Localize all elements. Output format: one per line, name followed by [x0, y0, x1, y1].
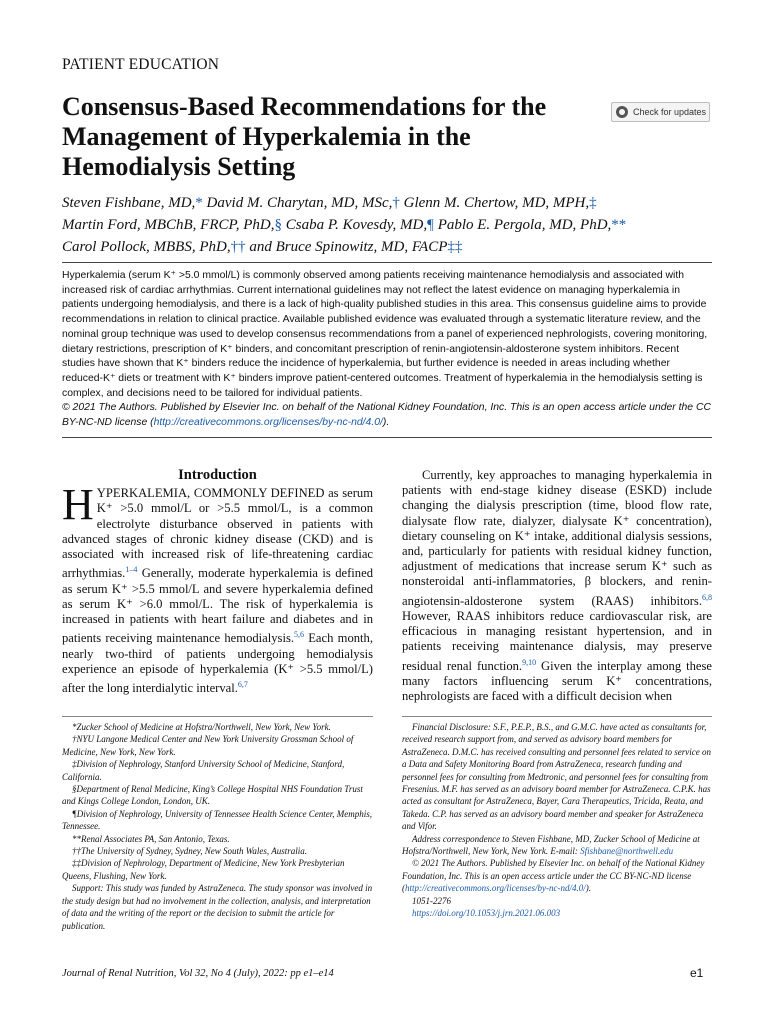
abstract-copyright — [62, 401, 712, 430]
author: David M. Charytan, MD, MSc, — [206, 195, 393, 211]
issn: 1051-2276 — [412, 895, 451, 906]
affiliations-footnotes — [62, 716, 373, 932]
disclosure-footnotes — [402, 716, 712, 920]
author: Carol Pollock, MBBS, PhD, — [62, 239, 231, 255]
body-column-right — [402, 468, 712, 704]
crossmark-icon — [616, 106, 628, 118]
affiliation: ¶Division of Nephrology, University of Tennessee Health Science Center, Memphis, Tennessee. — [62, 808, 372, 832]
author: Csaba P. Kovesdy, MD, — [285, 217, 428, 233]
affiliation-mark[interactable]: ‡ — [589, 195, 597, 211]
author: Martin Ford, MBChB, FRCP, PhD, — [62, 217, 275, 233]
affiliation-mark[interactable]: ‡‡ — [447, 239, 463, 255]
affiliation: ‡Division of Nephrology, Stanford University School of Medicine, Stanford, California. — [62, 759, 345, 782]
author-list — [62, 192, 712, 258]
affiliation: *Zucker School of Medicine at Hofstra/Northwell, New York, New York. — [72, 722, 331, 732]
author: Bruce Spinowitz, MD, FACP — [275, 239, 448, 255]
doi — [402, 907, 712, 919]
article-title: Consensus-Based Recommendations for the Management of Hyperkalemia in the Hemodialysis Setting — [62, 92, 547, 181]
affiliation: †NYU Langone Medical Center and New York University Grossman School of Medicine, New York, New York. — [62, 734, 354, 757]
drop-cap: H — [62, 480, 94, 530]
check-for-updates-label: Check for updates — [633, 107, 707, 117]
affiliation-mark[interactable]: †† — [230, 239, 246, 255]
citation-link[interactable]: 9,10 — [522, 657, 537, 667]
copyright-text: © 2021 The Authors. Published by Elsevier Inc. on behalf of the National Kidney Foundation, Inc. This is an open access article under the CC BY-NC-ND license ( — [62, 402, 711, 429]
copyright-end: ). — [585, 883, 592, 894]
financial-disclosure: Financial Disclosure: S.F., P.E.P., B.S., and G.M.C. have acted as consultants for, received research support from, and served as advisory board members for AstraZeneca. D.M.C. has received consulting and personnel fees related to service on a Data and Safety Monitoring Board from AstraZeneca, research funding and personnel fees for consulting from Medtronic, and personnel fees for consulting from Fresenius. M.F. has served as an advisory board member for AstraZeneca. C.P.K. has acted as consultant for AstraZeneca, Bayer, Cara Therapeutics, Tricida, Reata, and Takeda. C.P. has served as an advisory board member and speaker for AstraZeneca and Vifor. — [402, 722, 712, 832]
affiliation-mark[interactable]: † — [392, 195, 400, 211]
authors-and: and — [249, 239, 272, 255]
section-heading: Introduction — [178, 467, 257, 483]
paragraph-text: Each month, nearly two-third of patients undergoing hemodialysis experience an episode of hyperkalemia (K⁺ >5.5 mmol/L) after the long interdialytic interval. — [62, 631, 373, 696]
body-column-left — [62, 468, 373, 696]
license-link[interactable]: http://creativecommons.org/licenses/by-nc-nd/4.0/ — [405, 883, 586, 894]
author: Steven Fishbane, MD, — [62, 195, 196, 211]
paragraph-text: Currently, key approaches to managing hyperkalemia in patients with end-stage kidney disease (ESKD) include changing the dialysis prescription (time, blood flow rate, dialysate flow rate, dialyzer, dialysate K⁺ concentration), dietary counseling on K⁺ intake, additional dialysis sessions, and, particularly for patients with residual kidney function, adjustment of medications that increase serum K⁺ such as nonsteroidal anti-inflammatories, β blockers, and renin-angiotensin-aldosterone system (RAAS) inhibitors. — [402, 468, 712, 608]
copyright-text: © 2021 The Authors. Published by Elsevier Inc. on behalf of the National Kidney Foundation, Inc. This is an open access article under the CC BY-NC-ND license ( — [402, 858, 705, 894]
paragraph-text: Given the interplay among these many factors influencing serum K⁺ concentrations, nephrologists are faced with a difficult decision when — [402, 658, 712, 704]
doi-link[interactable]: https://doi.org/10.1053/j.jrn.2021.06.003 — [412, 908, 561, 919]
page-number: e1 — [690, 966, 704, 980]
paragraph-text: However, RAAS inhibitors reduce cardiovascular risk, are efficacious in managing resistant hypertension, and in patients receiving maintenance dialysis, may preserve residual renal function. — [402, 609, 712, 673]
paragraph — [62, 480, 373, 696]
paragraph-text: YPERKALEMIA, COMMONLY DEFINED as serum K⁺ >5.0 mmol/L or >5.5 mmol/L, is a common electrolyte disturbance observed in patients with advanced stages of chronic kidney disease (CKD) and is associated with increased risk of life-threatening cardiac arrhythmias. — [62, 486, 373, 581]
email-link[interactable]: Sfishbane@northwell.edu — [580, 846, 674, 857]
affiliation-mark[interactable]: § — [274, 217, 282, 233]
author: Glenn M. Chertow, MD, MPH, — [403, 195, 590, 211]
correspondence — [402, 833, 712, 858]
affiliation: §Department of Renal Medicine, King’s College Hospital NHS Foundation Trust and Kings College London, London, UK. — [62, 784, 363, 807]
paragraph — [402, 468, 712, 704]
copyright-footnote — [402, 857, 712, 894]
affiliation-mark[interactable]: ¶ — [427, 217, 434, 233]
check-for-updates-button[interactable] — [611, 102, 710, 122]
citation-link[interactable]: 6,8 — [702, 592, 712, 602]
copyright-end: ). — [382, 417, 390, 429]
license-link[interactable]: http://creativecommons.org/licenses/by-nc-nd/4.0/ — [153, 417, 383, 429]
citation-link[interactable]: 6,7 — [237, 680, 248, 690]
affiliation-mark[interactable]: ** — [611, 217, 627, 233]
citation-link[interactable]: 1–4 — [125, 565, 138, 575]
affiliation: ††The University of Sydney, Sydney, New South Wales, Australia. — [72, 846, 307, 857]
paragraph-text: Generally, moderate hyperkalemia is defined as serum K⁺ >5.5 mmol/L and severe hyperkalemia defined as serum K⁺ >6.0 mmol/L. The risk of hyperkalemia is increased in patients with heart failure and diabetes and in patients receiving maintenance hemodialysis. — [62, 566, 373, 646]
journal-footer: Journal of Renal Nutrition, Vol 32, No 4 (July), 2022: pp e1–e14 — [62, 968, 334, 979]
citation-link[interactable]: 5,6 — [294, 630, 304, 640]
abstract-text: Hyperkalemia (serum K⁺ >5.0 mmol/L) is commonly observed among patients receiving maintenance hemodialysis and associated with increased risk of cardiac arrhythmias. Current international guidelines may not reflect the latest evidence on managing hyperkalemia in patients undergoing hemodialysis, and there is a lack of high-quality published studies in this area. This consensus guideline aims to provide recommendations in relation to clinical practice. Available published evidence was evaluated through a systematic literature review, and the nominal group technique was used to develop consensus recommendations from a panel of experienced nephrologists, covering monitoring, dietary restrictions, prescription of K⁺ binders, and concomitant prescription of renin-angiotensin-aldosterone system inhibitors. Recent studies have shown that K⁺ binders reduce the incidence of hyperkalemia, but further evidence is needed in areas including whether reduced-K⁺ diets or treatment with K⁺ binders improve patient-centered outcomes. Treatment of hyperkalemia in the hemodialysis setting is complex, and decisions need to be tailored for individual patients. — [62, 270, 708, 399]
affiliation: **Renal Associates PA, San Antonio, Texas. — [72, 833, 230, 844]
affiliation-mark[interactable]: * — [195, 195, 203, 211]
correspondence-text: Address correspondence to Steven Fishbane, MD, Zucker School of Medicine at Hofstra/Northwell, New York, New York. E-mail: — [402, 833, 700, 857]
support-statement: Support: This study was funded by AstraZeneca. The study sponsor was involved in the study design but had no involvement in the collection, analysis, and interpretation of data and the writing of the report or the decision to submit the article for publication. — [62, 883, 373, 931]
affiliation: ‡‡Division of Nephrology, Department of Medicine, New York Presbyterian Queens, Flushing, New York. — [62, 858, 345, 881]
abstract — [62, 262, 712, 438]
section-label: PATIENT EDUCATION — [62, 56, 220, 73]
author: Pablo E. Pergola, MD, PhD, — [437, 217, 612, 233]
